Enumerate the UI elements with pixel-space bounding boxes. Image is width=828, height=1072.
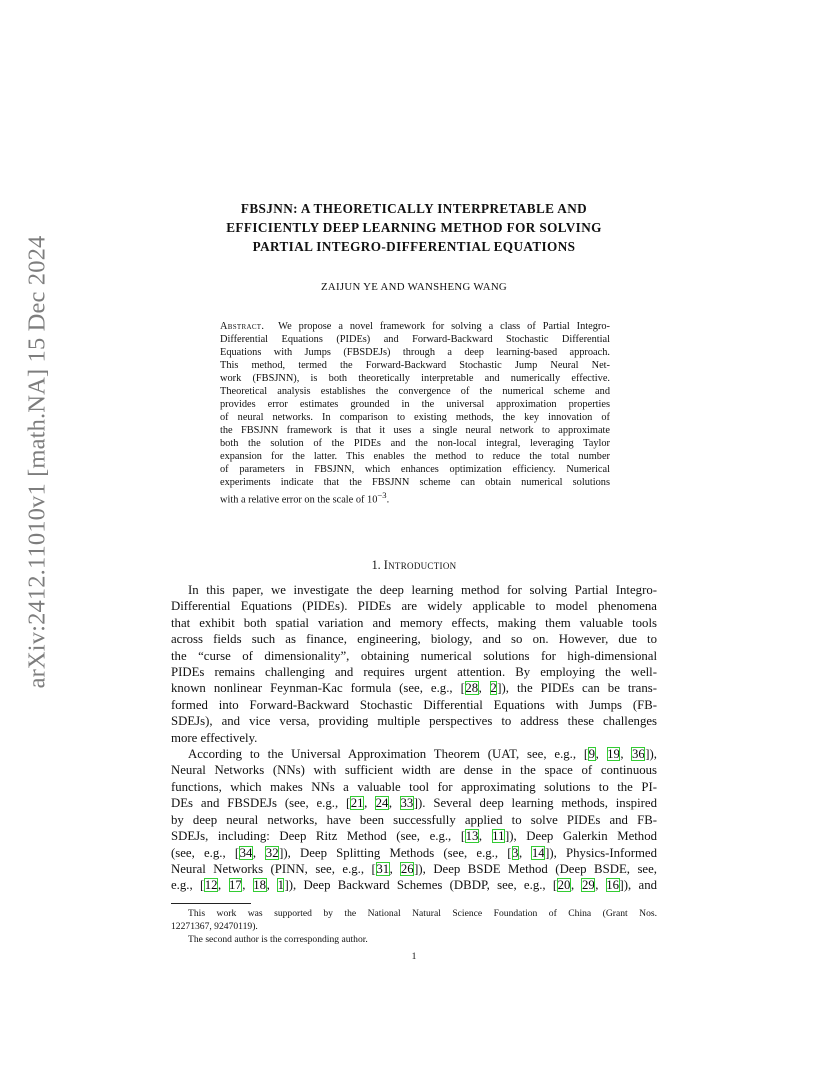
abstract-line: of neural networks. In comparison to existing methods, the key innovation of [220, 412, 610, 423]
abstract-line [220, 489, 610, 506]
section-heading [160, 558, 668, 573]
citation-link[interactable]: 19 [607, 747, 620, 762]
paragraph-line: known nonlinear Feynman-Kac formula (see, e.g., [28, 2]), the PIDEs can be trans- [171, 681, 658, 696]
text-run: known nonlinear Feynman-Kac formula (see, e.g., [ [171, 681, 465, 696]
abstract-block [220, 320, 610, 506]
text-run: SDEJs, including: Deep Ritz Method (see, e.g., [ [171, 829, 466, 844]
citation-link[interactable]: 9 [588, 747, 596, 762]
abstract-line: Theoretical analysis establishes the convergence of the numerical scheme and [220, 386, 610, 397]
citation-link[interactable]: 32 [265, 845, 279, 860]
footnote-rule [171, 903, 251, 904]
abstract-line: work (FBSJNN), is both theoretically interpretable and numerically effective. [220, 373, 610, 384]
citation-link[interactable]: 21 [350, 796, 364, 811]
arxiv-identifier-stamp [4, 235, 70, 689]
citation-link[interactable]: 26 [400, 861, 414, 876]
footnote-line: 12271367, 92470119). [171, 921, 258, 932]
paragraph-line: Neural Networks (PINN, see, e.g., [31, 26]), Deep BSDE Method (Deep BSDE, see, [171, 861, 657, 876]
citation-link[interactable]: 11 [492, 829, 505, 844]
title-line: EFFICIENTLY DEEP LEARNING METHOD FOR SOLVING [226, 220, 602, 235]
title-line: PARTIAL INTEGRO-DIFFERENTIAL EQUATIONS [252, 239, 576, 254]
paragraph-line: by deep neural networks, have been successfully applied to solve PIDEs and FB- [171, 812, 657, 827]
citation-link[interactable]: 16 [606, 878, 620, 893]
citation-link[interactable]: 31 [376, 861, 390, 876]
footnote-line: The second author is the corresponding author. [188, 934, 368, 945]
abstract-line: expansion for the latter. This enables the method to reduce the total number [220, 451, 610, 462]
paper-title [160, 199, 668, 256]
abstract-line: both the solution of the PIDEs and the non-local integral, leveraging Taylor [220, 438, 610, 449]
text-run: According to the Universal Approximation Theorem (UAT, see, e.g., [ [188, 747, 589, 762]
paragraph-line: that exhibit both spatial variation and memory effects, making them valuable tools [171, 615, 657, 630]
citation-link[interactable]: 14 [531, 845, 545, 860]
citation-link[interactable]: 29 [581, 878, 595, 893]
text-run: Neural Networks (PINN, see, e.g., [ [171, 861, 376, 876]
section-number: 1. [371, 558, 381, 572]
abstract-line: experiments indicate that the FBSJNN scheme can obtain numerical solutions [220, 477, 610, 488]
abstract-line: of parameters in FBSJNN, which enhances optimization efficiency. Numerical [220, 464, 610, 475]
citation-link[interactable]: 1 [277, 878, 284, 893]
section-title: Introduction [383, 558, 457, 572]
abstract-line: Equations with Jumps (FBSDEJs) through a deep learning-based approach. [220, 347, 610, 358]
text-run: DEs and FBSDEJs (see, e.g., [ [171, 796, 351, 811]
paragraph-line: DEs and FBSDEJs (see, e.g., [21, 24, 33]). Several deep learning methods, inspired [171, 796, 657, 811]
title-line: FBSJNN: A THEORETICALLY INTERPRETABLE AND [240, 201, 588, 216]
text-run: ]), Physics-Informed [545, 845, 658, 860]
text-run: ]), Deep Backward Schemes (DBDP, see, e.g., [ [284, 878, 558, 893]
paragraph-line: SDEJs, including: Deep Ritz Method (see, e.g., [13, 11]), Deep Galerkin Method [171, 829, 658, 844]
paragraph-line: more effectively. [171, 730, 258, 745]
citation-link[interactable]: 24 [375, 796, 389, 811]
text-run: ]), [645, 747, 657, 762]
abstract-text: with a relative error on the scale of 10 [220, 494, 378, 506]
text-run: (see, e.g., [ [171, 845, 240, 860]
paragraph-line: formed into Forward-Backward Stochastic Differential Equations with Jumps (FB- [171, 697, 657, 712]
text-run: ]), and [619, 878, 657, 893]
text-run: ]), Deep BSDE Method (Deep BSDE, see, [414, 861, 657, 876]
citation-link[interactable]: 3 [512, 845, 519, 860]
text-run: ]), the PIDEs can be trans- [497, 681, 658, 696]
abstract-text: . [386, 494, 390, 506]
citation-link[interactable]: 28 [465, 681, 479, 696]
paragraph-line: (see, e.g., [34, 32]), Deep Splitting Methods (see, e.g., [3, 14]), Physics-Informed [171, 845, 658, 860]
page-number: 1 [411, 951, 417, 962]
citation-link[interactable]: 34 [239, 845, 253, 860]
abstract-line: provides error estimates grounded in the universal approximation properties [220, 399, 610, 410]
abstract-label: Abstract. [220, 321, 265, 332]
body-text [171, 582, 657, 894]
paragraph-line: SDEJs), and vice versa, providing multiple perspectives to address these challenges [171, 714, 657, 729]
paragraph-line: the “curse of dimensionality”, obtaining numerical solutions for high-dimensional [171, 648, 657, 663]
footnotes [171, 907, 657, 946]
paragraph-line: functions, which makes NNs a valuable tool for approximating solutions to the PI- [171, 779, 657, 794]
footnote-line: This work was supported by the National Natural Science Foundation of China (Grant Nos. [188, 908, 657, 919]
arxiv-id-text: arXiv:2412.11010v1 [math.NA] 15 Dec 2024 [23, 235, 51, 689]
paragraph-line: across fields such as finance, engineering, biology, and so on. However, due to [171, 632, 657, 647]
citation-link[interactable]: 20 [557, 878, 571, 893]
abstract-text: We propose a novel framework for solving a class of Partial Integro- [278, 321, 610, 332]
paragraph-line: Neural Networks (NNs) with sufficient width are dense in the space of continuous [171, 763, 657, 778]
author-list: ZAIJUN YE AND WANSHENG WANG [320, 281, 508, 293]
abstract-line: the FBSJNN framework is that it uses a single neural network to approximate [220, 425, 610, 436]
paragraph-line: e.g., [12, 17, 18, 1]), Deep Backward Schemes (DBDP, see, e.g., [20, 29, 16]), and [171, 878, 657, 893]
abstract-line [220, 320, 610, 333]
abstract-line: Differential Equations (PIDEs) and Forward-Backward Stochastic Differential [220, 334, 610, 345]
citation-link[interactable]: 33 [400, 796, 414, 811]
text-run: ]), Deep Splitting Methods (see, e.g., [ [279, 845, 512, 860]
citation-link[interactable]: 12 [204, 878, 218, 893]
text-run: ]), Deep Galerkin Method [505, 829, 658, 844]
paragraph-line: In this paper, we investigate the deep learning method for solving Partial Integro- [188, 583, 657, 597]
citation-link[interactable]: 18 [253, 878, 267, 893]
paragraph-line: Differential Equations (PIDEs). PIDEs are widely applicable to model phenomena [171, 599, 657, 614]
citation-link[interactable]: 2 [490, 681, 497, 696]
citation-link[interactable]: 17 [229, 878, 242, 893]
text-run: e.g., [ [171, 878, 205, 893]
citation-link[interactable]: 36 [631, 747, 645, 762]
abstract-line: This method, termed the Forward-Backward Stochastic Jump Neural Net- [220, 360, 610, 371]
paragraph-line: PIDEs remains challenging and requires urgent attention. By employing the well- [171, 665, 657, 680]
exponent: −3 [377, 490, 387, 500]
citation-link[interactable]: 13 [465, 829, 479, 844]
paragraph-line: According to the Universal Approximation Theorem (UAT, see, e.g., [9, 19, 36]), [188, 747, 657, 762]
text-run: ]). Several deep learning methods, inspired [413, 796, 657, 811]
